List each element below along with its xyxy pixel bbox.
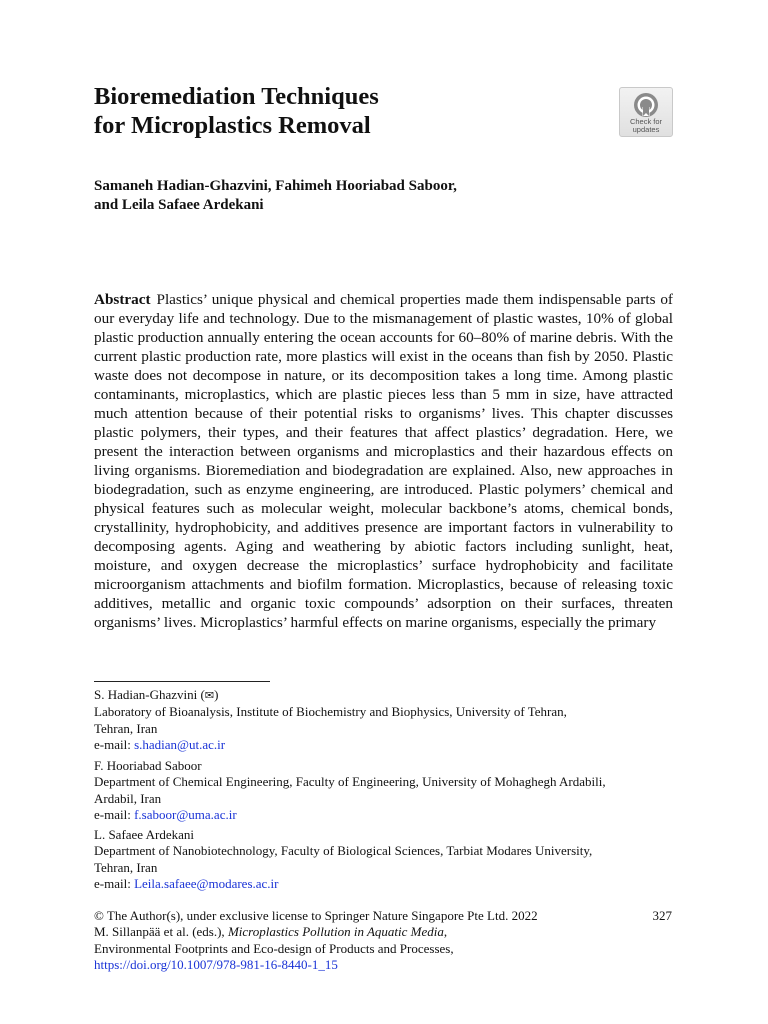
doi-link[interactable]: https://doi.org/10.1007/978-981-16-8440-1_15 — [94, 956, 338, 972]
affiliation-name: S. Hadian-Ghazvini (✉) — [94, 687, 219, 702]
badge-label-2: updates — [632, 125, 660, 134]
envelope-icon[interactable]: ✉ — [204, 689, 215, 702]
email-link[interactable]: s.hadian@ut.ac.ir — [134, 736, 226, 752]
affiliation-2 — [94, 758, 674, 823]
affiliation-city: Ardabil, Iran — [94, 790, 162, 806]
book-editors-line: M. Sillanpää et al. (eds.), Microplastics Pollution in Aquatic Media, — [94, 924, 448, 940]
affiliation-3 — [94, 827, 674, 892]
email-link[interactable]: f.saboor@uma.ac.ir — [134, 806, 237, 822]
copyright-line: © The Author(s), under exclusive license to Springer Nature Singapore Pte Ltd. 2022 — [94, 908, 538, 923]
check-for-updates-badge[interactable] — [619, 87, 673, 137]
affiliation-dept: Laboratory of Bioanalysis, Institute of Biochemistry and Biophysics, University of Tehran, — [94, 704, 567, 720]
title-line-2: for Microplastics Removal — [94, 112, 371, 139]
affiliation-email-line: e-mail: f.saboor@uma.ac.ir — [94, 806, 237, 822]
book-title: Microplastics Pollution in Aquatic Media — [227, 924, 444, 940]
crossmark-icon — [633, 92, 659, 118]
affiliation-1 — [94, 687, 674, 753]
authors-line-1: Samaneh Hadian-Ghazvini, Fahimeh Hooriabad Saboor, — [94, 178, 457, 194]
abstract — [94, 290, 673, 632]
affiliation-city: Tehran, Iran — [94, 720, 158, 736]
affiliation-email-line: e-mail: Leila.safaee@modares.ac.ir — [94, 875, 279, 891]
chapter-title — [94, 82, 574, 140]
footnote-divider — [94, 681, 270, 682]
publication-footer — [94, 908, 674, 973]
title-line-1: Bioremediation Techniques — [94, 83, 379, 110]
badge-label-1: Check for — [629, 117, 663, 126]
page-number: 327 — [652, 908, 672, 923]
series-line: Environmental Footprints and Eco-design of Products and Processes, — [94, 940, 454, 956]
email-link[interactable]: Leila.safaee@modares.ac.ir — [134, 875, 279, 891]
affiliation-dept: Department of Chemical Engineering, Faculty of Engineering, University of Mohaghegh Ardabili, — [94, 774, 606, 790]
affiliation-email-line: e-mail: s.hadian@ut.ac.ir — [94, 736, 226, 752]
affiliation-dept: Department of Nanobiotechnology, Faculty of Biological Sciences, Tarbiat Modares University, — [94, 843, 593, 859]
affiliation-city: Tehran, Iran — [94, 859, 158, 875]
authors-line-2: and Leila Safaee Ardekani — [94, 197, 264, 213]
abstract-label: Abstract — [94, 291, 151, 308]
affiliation-name: L. Safaee Ardekani — [94, 827, 194, 842]
author-list — [94, 177, 654, 215]
abstract-text: Plastics’ unique physical and chemical properties made them indispensable parts of our everyday life and technology. Due to the mismanagement of plastic wastes, 10% of global plastic production annually entering the ocean accounts for 60–80% of marine debris. With the current plastic production rate, more plastics will exist in the oceans than fish by 2050. Plastic waste does not decompose in nature, or its decomposition takes a long time. Among plastic contaminants, microplastics, which are plastic pieces less than 5 mm in size, have attracted much attention because of their potential risks to organisms’ lives. This chapter discusses plastic polymers, their types, and their features that affect plastics’ degradation. Here, we present the interaction between organisms and microplastics and their hazardous effects on living organisms. Bioremediation and biodegradation are explained. Also, new approaches in biodegradation, such as enzyme engineering, are introduced. Plastic polymers’ chemical and physical features such as molecular weight, molecular backbone’s atoms, chemical bonds, crystallinity, hydrophobicity, and additives presence are important factors in vulnerability to decomposing agents. Aging and weathering by abiotic factors including sunlight, heat, moisture, and oxygen decrease the microplastics’ surface hydrophobicity and facilitate microorganism attachments and biofilm formation. Microplastics, because of releasing toxic additives, metallic and organic toxic compounds’ adsorption on their surfaces, threaten organisms’ lives. Microplastics’ harmful effects on marine organisms, especially the primary — [94, 291, 673, 631]
affiliation-name: F. Hooriabad Saboor — [94, 758, 202, 773]
